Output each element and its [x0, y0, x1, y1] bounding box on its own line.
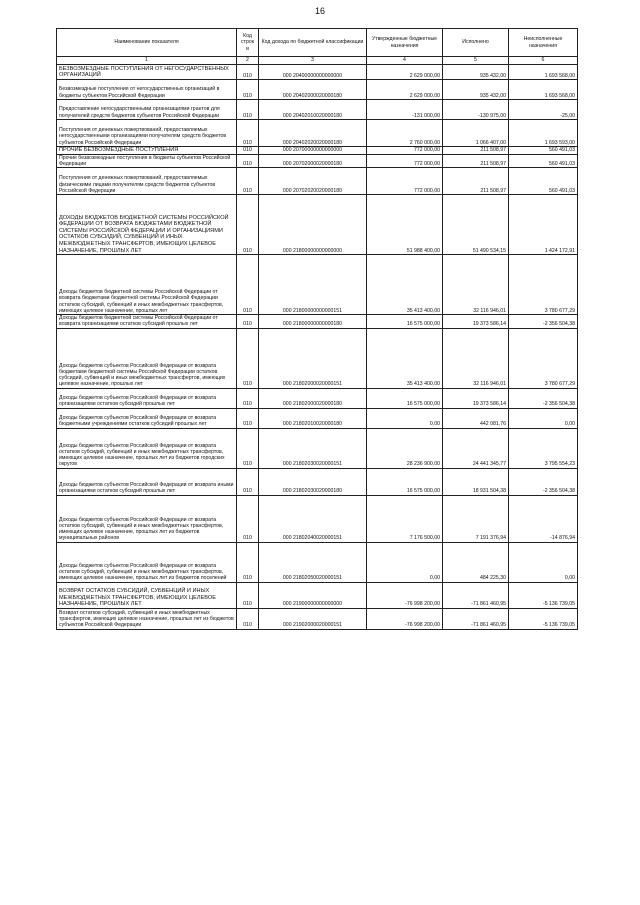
row-unexecuted-value: -2 356 504,38 — [509, 315, 578, 329]
row-executed-value: 211 508,97 — [443, 147, 509, 155]
row-income-code: 000 21800000000000180 — [259, 315, 367, 329]
table-row — [57, 120, 578, 147]
row-unexecuted-value: 1 693 568,00 — [509, 80, 578, 100]
row-line-code: 010 — [237, 328, 259, 388]
row-income-code: 000 20702000020000180 — [259, 154, 367, 168]
row-executed-value: 19 373 586,14 — [443, 315, 509, 329]
row-unexecuted-value: -14 876,94 — [509, 495, 578, 542]
row-approved-value: 2 629 000,00 — [367, 80, 443, 100]
table-body — [57, 65, 578, 630]
row-executed-value: 1 066 407,00 — [443, 120, 509, 147]
row-approved-value: 772 000,00 — [367, 154, 443, 168]
row-line-code: 010 — [237, 542, 259, 582]
row-unexecuted-value: 560 491,03 — [509, 154, 578, 168]
table-row — [57, 195, 578, 255]
row-approved-value: 772 000,00 — [367, 147, 443, 155]
table-row — [57, 408, 578, 428]
row-name: ВОЗВРАТ ОСТАТКОВ СУБСИДИЙ, СУБВЕНЦИЙ И ИНЫХ МЕЖБЮДЖЕТНЫХ ТРАНСФЕРТОВ, ИМЕЮЩИХ ЦЕЛЕВОЕ НАЗНАЧЕНИЕ, ПРОШЛЫХ ЛЕТ — [57, 582, 237, 608]
row-line-code: 010 — [237, 147, 259, 155]
row-approved-value: 35 413 400,00 — [367, 328, 443, 388]
header-indicator-name: Наименование показателя — [57, 29, 237, 57]
row-income-code: 000 20402000020000180 — [259, 80, 367, 100]
table-row — [57, 255, 578, 315]
row-executed-value: -71 861 460,95 — [443, 582, 509, 608]
row-approved-value: 2 760 000,00 — [367, 120, 443, 147]
row-name: ДОХОДЫ БЮДЖЕТОВ БЮДЖЕТНОЙ СИСТЕМЫ РОССИЙСКОЙ ФЕДЕРАЦИИ ОТ ВОЗВРАТА БЮДЖЕТАМИ БЮДЖЕТНОЙ СИСТЕМЫ РОССИЙСКОЙ ФЕДЕРАЦИИ И ОРГАНИЗАЦИЯМИ ОСТАТКОВ СУБСИДИЙ, СУБВЕНЦИЙ И ИНЫХ МЕЖБЮДЖЕТНЫХ ТРАНСФЕРТОВ, ИМЕЮЩИХ ЦЕЛЕВОЕ НАЗНАЧЕНИЕ, ПРОШЛЫХ ЛЕТ — [57, 195, 237, 255]
row-unexecuted-value: 0,00 — [509, 542, 578, 582]
row-unexecuted-value: 3 795 554,23 — [509, 428, 578, 468]
budget-report-table — [56, 28, 578, 630]
row-name: Доходы бюджетов субъектов Российской Федерации от возврата организациями остатков субсидий прошлых лет — [57, 388, 237, 408]
row-income-code: 000 21802000020000151 — [259, 328, 367, 388]
row-unexecuted-value: 1 693 593,00 — [509, 120, 578, 147]
row-line-code: 010 — [237, 608, 259, 629]
page-number: 16 — [314, 6, 325, 16]
row-approved-value: 51 988 400,00 — [367, 195, 443, 255]
row-approved-value: 16 575 000,00 — [367, 388, 443, 408]
table-row — [57, 428, 578, 468]
row-approved-value: 0,00 — [367, 408, 443, 428]
row-name: БЕЗВОЗМЕЗДНЫЕ ПОСТУПЛЕНИЯ ОТ НЕГОСУДАРСТВЕННЫХ ОРГАНИЗАЦИЙ — [57, 65, 237, 80]
header-executed: Исполнено — [443, 29, 509, 57]
row-name: Безвозмездные поступления от негосударственных организаций в бюджеты субъектов Российской Федерации — [57, 80, 237, 100]
row-unexecuted-value: 0,00 — [509, 408, 578, 428]
row-executed-value: 484 225,30 — [443, 542, 509, 582]
table-row — [57, 608, 578, 629]
row-unexecuted-value: 1 424 172,91 — [509, 195, 578, 255]
row-approved-value: 2 629 000,00 — [367, 65, 443, 80]
row-executed-value: 211 508,97 — [443, 168, 509, 195]
row-name: Доходы бюджетов субъектов Российской Федерации от возврата бюджетными учреждениями остатков субсидий прошлых лет — [57, 408, 237, 428]
table-row — [57, 328, 578, 388]
row-approved-value: 7 176 500,00 — [367, 495, 443, 542]
table-row — [57, 468, 578, 495]
row-name: Доходы бюджетов субъектов Российской Федерации от возврата остатков субсидий, субвенций и иных межбюджетных трансфертов, имеющих целевое назначение, прошлых лет из бюджетов поселений — [57, 542, 237, 582]
row-executed-value: 935 432,00 — [443, 65, 509, 80]
row-line-code: 010 — [237, 428, 259, 468]
row-name: Прочие безвозмездные поступления в бюджеты субъектов Российской Федерации — [57, 154, 237, 168]
row-line-code: 010 — [237, 168, 259, 195]
row-executed-value: 19 373 586,14 — [443, 388, 509, 408]
row-name: Возврат остатков субсидий, субвенций и иных межбюджетных трансфертов, имеющих целевое назначение, прошлых лет из бюджетов субъектов Российской Федерации — [57, 608, 237, 629]
table-row — [57, 168, 578, 195]
row-approved-value: 0,00 — [367, 542, 443, 582]
column-number: 4 — [367, 57, 443, 65]
row-income-code: 000 21800000000000000 — [259, 195, 367, 255]
row-unexecuted-value: 1 693 568,00 — [509, 65, 578, 80]
row-line-code: 010 — [237, 120, 259, 147]
column-number-row — [57, 57, 578, 65]
row-line-code: 010 — [237, 408, 259, 428]
row-approved-value: -131 000,00 — [367, 100, 443, 120]
header-income-code: Код дохода по бюджетной классификации — [259, 29, 367, 57]
row-income-code: 000 21802050020000151 — [259, 542, 367, 582]
row-unexecuted-value: -2 356 504,38 — [509, 468, 578, 495]
table-row — [57, 388, 578, 408]
row-name: Доходы бюджетов субъектов Российской Федерации от возврата остатков субсидий, субвенций и иных межбюджетных трансфертов, имеющих целевое назначение, прошлых лет из бюджетов городских округов — [57, 428, 237, 468]
row-executed-value: 935 432,00 — [443, 80, 509, 100]
row-name: Доходы бюджетов бюджетной системы Российской Федерации от возврата организациями остатков субсидий прошлых лет — [57, 315, 237, 329]
row-line-code: 010 — [237, 80, 259, 100]
row-line-code: 010 — [237, 582, 259, 608]
row-approved-value: -76 998 200,00 — [367, 582, 443, 608]
table-row — [57, 154, 578, 168]
row-line-code: 010 — [237, 255, 259, 315]
header-approved: Утвержденные бюджетные назначения — [367, 29, 443, 57]
column-number: 3 — [259, 57, 367, 65]
row-executed-value: -71 861 460,95 — [443, 608, 509, 629]
row-executed-value: 211 508,97 — [443, 154, 509, 168]
row-line-code: 010 — [237, 154, 259, 168]
row-income-code: 000 20702020020000180 — [259, 168, 367, 195]
row-line-code: 010 — [237, 65, 259, 80]
row-unexecuted-value: 3 780 677,29 — [509, 255, 578, 315]
table-row — [57, 495, 578, 542]
row-name: Предоставление негосударственными организациями грантов для получателей средств бюджетов субъектов Российской Федерации — [57, 100, 237, 120]
row-executed-value: 32 116 946,01 — [443, 328, 509, 388]
row-executed-value: 32 116 946,01 — [443, 255, 509, 315]
table-row — [57, 80, 578, 100]
row-income-code: 000 20400000000000000 — [259, 65, 367, 80]
row-approved-value: 16 575 000,00 — [367, 468, 443, 495]
row-income-code: 000 21802040020000151 — [259, 495, 367, 542]
row-unexecuted-value: 560 491,03 — [509, 168, 578, 195]
row-unexecuted-value: 560 491,03 — [509, 147, 578, 155]
row-approved-value: -76 998 200,00 — [367, 608, 443, 629]
row-line-code: 010 — [237, 195, 259, 255]
column-number: 6 — [509, 57, 578, 65]
row-executed-value: 442 081,76 — [443, 408, 509, 428]
row-name: Доходы бюджетов бюджетной системы Российской Федерации от возврата бюджетами бюджетной системы Российской Федерации остатков субсидий, субвенций и иных межбюджетных трансфертов, имеющих целевое назначение, прошлых лет — [57, 255, 237, 315]
table-row — [57, 582, 578, 608]
column-number: 1 — [57, 57, 237, 65]
row-name: Доходы бюджетов субъектов Российской Федерации от возврата иными организациями остатков субсидий прошлых лет — [57, 468, 237, 495]
table-row — [57, 315, 578, 329]
row-unexecuted-value: -2 356 504,38 — [509, 388, 578, 408]
row-line-code: 010 — [237, 315, 259, 329]
column-number: 5 — [443, 57, 509, 65]
row-unexecuted-value: -5 136 739,05 — [509, 608, 578, 629]
row-unexecuted-value: -25,00 — [509, 100, 578, 120]
row-income-code: 000 21802030020000180 — [259, 468, 367, 495]
row-approved-value: 35 413 400,00 — [367, 255, 443, 315]
row-income-code: 000 20700000000000000 — [259, 147, 367, 155]
row-executed-value: 51 490 534,15 — [443, 195, 509, 255]
row-executed-value: 24 441 345,77 — [443, 428, 509, 468]
row-name: Доходы бюджетов субъектов Российской Федерации от возврата остатков субсидий, субвенций и иных межбюджетных трансфертов, имеющих целевое назначение, прошлых лет из бюджетов муниципальных районов — [57, 495, 237, 542]
table-row — [57, 542, 578, 582]
row-income-code: 000 21800000000000151 — [259, 255, 367, 315]
table-row — [57, 65, 578, 80]
row-name: Поступления от денежных пожертвований, предоставляемых физическими лицами получателям средств бюджетов субъектов Российской Федерации — [57, 168, 237, 195]
row-approved-value: 772 000,00 — [367, 168, 443, 195]
row-name: ПРОЧИЕ БЕЗВОЗМЕЗДНЫЕ ПОСТУПЛЕНИЯ — [57, 147, 237, 155]
row-unexecuted-value: -5 136 739,05 — [509, 582, 578, 608]
row-income-code: 000 21802000020000180 — [259, 388, 367, 408]
header-unexecuted: Неисполненные назначения — [509, 29, 578, 57]
row-unexecuted-value: 3 780 677,29 — [509, 328, 578, 388]
row-income-code: 000 21902000020000151 — [259, 608, 367, 629]
table-row — [57, 147, 578, 155]
row-approved-value: 28 236 900,00 — [367, 428, 443, 468]
row-name: Доходы бюджетов субъектов Российской Федерации от возврата бюджетами бюджетной системы Российской Федерации остатков субсидий, субвенций и иных межбюджетных трансфертов, имеющих целевое назначение, прошлых лет — [57, 328, 237, 388]
table-row — [57, 100, 578, 120]
row-executed-value: 7 191 376,94 — [443, 495, 509, 542]
row-name: Поступления от денежных пожертвований, предоставляемых негосударственными организациями получателям средств бюджетов субъектов Российской Федерации — [57, 120, 237, 147]
row-line-code: 010 — [237, 100, 259, 120]
header-line-code: Код строк и — [237, 29, 259, 57]
row-income-code: 000 21900000000000000 — [259, 582, 367, 608]
row-income-code: 000 20402010020000180 — [259, 100, 367, 120]
row-line-code: 010 — [237, 495, 259, 542]
row-executed-value: -130 975,00 — [443, 100, 509, 120]
row-income-code: 000 21802010020000180 — [259, 408, 367, 428]
row-income-code: 000 20402020020000180 — [259, 120, 367, 147]
row-line-code: 010 — [237, 468, 259, 495]
row-executed-value: 18 931 504,38 — [443, 468, 509, 495]
column-number: 2 — [237, 57, 259, 65]
row-income-code: 000 21802030020000151 — [259, 428, 367, 468]
row-line-code: 010 — [237, 388, 259, 408]
row-approved-value: 16 575 000,00 — [367, 315, 443, 329]
